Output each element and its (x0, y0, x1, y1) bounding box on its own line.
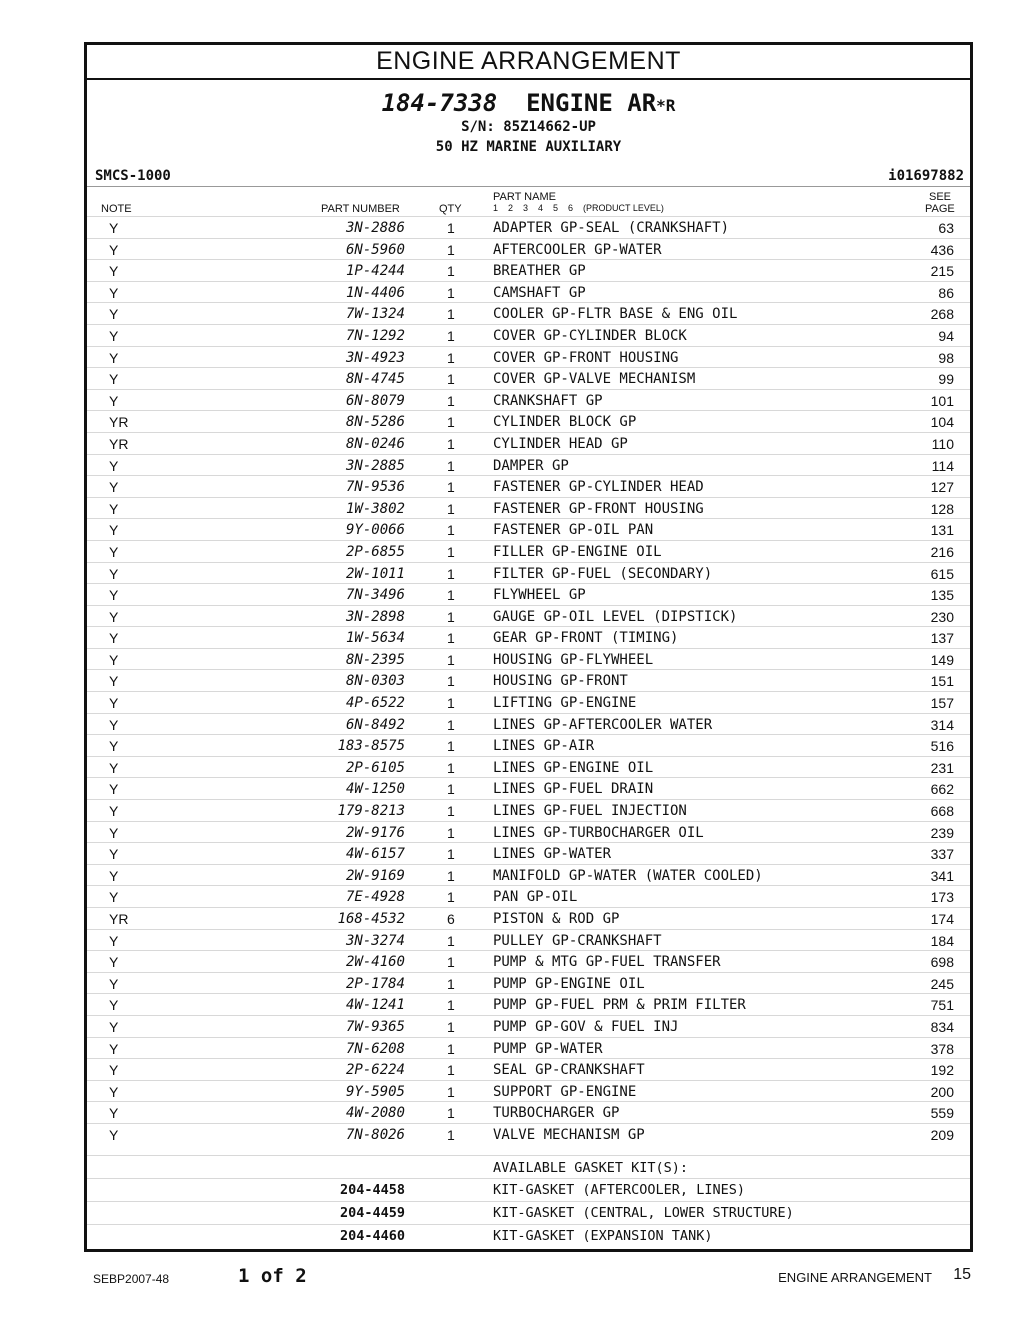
parts-page-frame (84, 42, 973, 1252)
part-number-cell: 8N-5286 (345, 414, 405, 431)
table-row (87, 993, 970, 1015)
see-page-cell: 751 (930, 997, 954, 1014)
table-row (87, 842, 970, 864)
see-page-cell: 231 (930, 759, 954, 776)
note-cell: Y (109, 1018, 119, 1035)
part-name-cell: FILLER GP-ENGINE OIL (493, 543, 662, 560)
page-title: ENGINE ARRANGEMENT (87, 45, 970, 80)
see-page-cell: 516 (930, 738, 954, 755)
note-cell: Y (109, 500, 119, 517)
part-name-cell: LINES GP-AFTERCOOLER WATER (493, 716, 713, 733)
kit-name: KIT-GASKET (CENTRAL, LOWER STRUCTURE) (493, 1205, 794, 1221)
part-name-cell: TURBOCHARGER GP (493, 1105, 620, 1122)
footer-page-number: 15 (953, 1266, 971, 1283)
part-name-cell: AFTERCOOLER GP-WATER (493, 241, 662, 258)
note-cell: Y (109, 651, 119, 668)
part-number-cell: 8N-2395 (345, 651, 405, 668)
note-cell: Y (109, 738, 119, 755)
part-name-cell: FLYWHEEL GP (493, 587, 586, 604)
note-cell: Y (109, 846, 119, 863)
group-title (87, 89, 970, 117)
qty-cell: 1 (447, 1018, 455, 1035)
see-page-cell: 104 (930, 414, 954, 431)
qty-cell: 1 (447, 349, 455, 366)
note-cell: Y (109, 587, 119, 604)
note-cell: Y (109, 306, 119, 323)
qty-cell: 1 (447, 759, 455, 776)
part-name-cell: BREATHER GP (493, 263, 586, 280)
qty-cell: 1 (447, 651, 455, 668)
footer-section: ENGINE ARRANGEMENT (778, 1270, 932, 1285)
kit-part-number: 204-4460 (339, 1228, 405, 1244)
table-row (87, 518, 970, 540)
part-name-cell: FASTENER GP-FRONT HOUSING (493, 500, 704, 517)
table-row (87, 713, 970, 735)
table-row (87, 734, 970, 756)
part-name-cell: PUMP & MTG GP-FUEL TRANSFER (493, 954, 721, 971)
part-name-cell: CAMSHAFT GP (493, 284, 586, 301)
see-page-cell: 662 (930, 781, 954, 798)
see-page-cell: 135 (930, 587, 954, 604)
table-row (87, 540, 970, 562)
part-number-cell: 8N-4745 (345, 371, 405, 388)
table-row (87, 583, 970, 605)
part-name-cell: PUMP GP-ENGINE OIL (493, 975, 645, 992)
part-name-cell: CRANKSHAFT GP (493, 392, 603, 409)
note-cell: Y (109, 759, 119, 776)
part-number-cell: 4W-1241 (345, 997, 405, 1014)
qty-cell: 6 (447, 911, 455, 927)
note-cell: Y (109, 392, 119, 409)
part-name-cell: LINES GP-AIR (493, 738, 595, 755)
note-cell: YR (109, 911, 129, 927)
table-row (87, 777, 970, 799)
see-page-cell: 128 (930, 500, 954, 517)
qty-cell: 1 (447, 220, 455, 236)
note-cell: Y (109, 889, 119, 906)
see-page-cell: 834 (930, 1018, 954, 1035)
part-name-cell: GEAR GP-FRONT (TIMING) (493, 630, 679, 647)
part-number-cell: 2P-1784 (345, 975, 405, 992)
col-note: NOTE (101, 203, 132, 215)
qty-cell: 1 (447, 327, 455, 344)
qty-cell: 1 (447, 608, 455, 625)
qty-cell: 1 (447, 565, 455, 582)
part-number-cell: 2P-6224 (345, 1062, 405, 1079)
qty-cell: 1 (447, 975, 455, 992)
table-row (87, 648, 970, 670)
note-cell: Y (109, 673, 119, 690)
gasket-kit-list (87, 1178, 970, 1247)
qty-cell: 1 (447, 867, 455, 884)
part-number-cell: 179-8213 (337, 803, 405, 820)
see-page-cell: 149 (930, 651, 954, 668)
table-row (87, 605, 970, 627)
see-page-cell: 131 (930, 522, 954, 539)
smcs-code: SMCS-1000 (95, 168, 171, 184)
qty-cell: 1 (447, 587, 455, 604)
part-number-cell: 9Y-0066 (345, 522, 405, 539)
table-row (87, 1101, 970, 1123)
table-row (87, 346, 970, 368)
table-row (87, 259, 970, 281)
note-cell: YR (109, 435, 129, 452)
see-page-cell: 341 (930, 867, 954, 884)
note-cell: Y (109, 695, 119, 712)
part-name-cell: MANIFOLD GP-WATER (WATER COOLED) (493, 867, 763, 884)
part-name-cell: FASTENER GP-OIL PAN (493, 522, 654, 539)
see-page-cell: 200 (930, 1083, 954, 1100)
footer-page-of: 1 of 2 (238, 1265, 307, 1287)
see-page-cell: 215 (930, 263, 954, 280)
qty-cell: 1 (447, 1083, 455, 1100)
note-cell: Y (109, 1105, 119, 1122)
table-row (87, 324, 970, 346)
part-number-cell: 1P-4244 (345, 263, 405, 280)
table-row (87, 691, 970, 713)
table-row (87, 929, 970, 951)
see-page-cell: 94 (938, 327, 954, 344)
qty-cell: 1 (447, 932, 455, 949)
note-cell: Y (109, 608, 119, 625)
note-cell: Y (109, 630, 119, 647)
part-number-cell: 168-4532 (337, 911, 405, 927)
part-name-cell: CYLINDER HEAD GP (493, 435, 628, 452)
illustration-id: i01697882 (888, 168, 964, 184)
part-name-cell: PISTON & ROD GP (493, 911, 620, 927)
table-row (87, 475, 970, 497)
qty-cell: 1 (447, 695, 455, 712)
qty-cell: 1 (447, 414, 455, 431)
part-name-cell: ADAPTER GP-SEAL (CRANKSHAFT) (493, 220, 730, 236)
qty-cell: 1 (447, 392, 455, 409)
see-page-cell: 98 (938, 349, 954, 366)
see-page-cell: 137 (930, 630, 954, 647)
part-name-cell: PUMP GP-GOV & FUEL INJ (493, 1018, 679, 1035)
see-page-cell: 668 (930, 803, 954, 820)
part-number-cell: 3N-2898 (345, 608, 405, 625)
note-cell: Y (109, 284, 119, 301)
table-row (87, 669, 970, 691)
note-cell: Y (109, 824, 119, 841)
part-number-cell: 7W-9365 (345, 1018, 405, 1035)
part-name-cell: VALVE MECHANISM GP (493, 1126, 645, 1143)
note-cell: Y (109, 371, 119, 388)
part-number-cell: 6N-8079 (345, 392, 405, 409)
note-cell: Y (109, 457, 119, 474)
parts-table (87, 216, 970, 1145)
see-page-cell: 230 (930, 608, 954, 625)
see-page-cell: 110 (931, 435, 954, 452)
part-name-cell: LINES GP-FUEL DRAIN (493, 781, 654, 798)
part-name-cell: CYLINDER BLOCK GP (493, 414, 637, 431)
part-name-cell: SUPPORT GP-ENGINE (493, 1083, 637, 1100)
qty-cell: 1 (447, 457, 455, 474)
note-cell: Y (109, 241, 119, 258)
col-page: PAGE (925, 203, 955, 215)
see-page-cell: 615 (930, 565, 954, 582)
part-number-cell: 4W-6157 (345, 846, 405, 863)
see-page-cell: 114 (931, 457, 954, 474)
part-number-cell: 7E-4928 (345, 889, 405, 906)
part-name-cell: LINES GP-WATER (493, 846, 612, 863)
gasket-kit-heading-row (87, 1155, 970, 1178)
see-page-cell: 63 (938, 220, 954, 236)
note-cell: Y (109, 263, 119, 280)
qty-cell: 1 (447, 500, 455, 517)
part-number-cell: 3N-3274 (345, 932, 405, 949)
table-row (87, 238, 970, 260)
see-page-cell: 99 (938, 371, 954, 388)
part-number-cell: 7N-3496 (345, 587, 405, 604)
col-see: SEE (929, 191, 952, 203)
part-name-cell: LINES GP-TURBOCHARGER OIL (493, 824, 704, 841)
table-row (87, 410, 970, 432)
part-number-cell: 1W-3802 (345, 500, 405, 517)
qty-cell: 1 (447, 1040, 455, 1057)
part-number-cell: 7N-1292 (345, 327, 405, 344)
col-part-name: PART NAME (493, 191, 556, 203)
note-cell: Y (109, 781, 119, 798)
note-cell: Y (109, 349, 119, 366)
note-cell: Y (109, 522, 119, 539)
qty-cell: 1 (447, 479, 455, 496)
part-name-cell: LINES GP-FUEL INJECTION (493, 803, 687, 820)
gasket-kit-heading: AVAILABLE GASKET KIT(S): (493, 1160, 689, 1176)
part-number-cell: 2W-9176 (345, 824, 405, 841)
table-row (87, 216, 970, 238)
part-name-cell: COVER GP-CYLINDER BLOCK (493, 327, 687, 344)
note-cell: Y (109, 220, 119, 236)
note-cell: Y (109, 479, 119, 496)
qty-cell: 1 (447, 543, 455, 560)
table-row (87, 432, 970, 454)
note-cell: Y (109, 1040, 119, 1057)
see-page-cell: 239 (930, 824, 954, 841)
table-row (87, 756, 970, 778)
part-name-cell: PUMP GP-FUEL PRM & PRIM FILTER (493, 997, 746, 1014)
gasket-kits (87, 1155, 970, 1247)
see-page-cell: 337 (930, 846, 954, 863)
table-row (87, 454, 970, 476)
group-name: ENGINE AR (526, 89, 657, 117)
table-row (87, 389, 970, 411)
qty-cell: 1 (447, 997, 455, 1014)
see-page-cell: 184 (930, 932, 954, 949)
part-number-cell: 1N-4406 (345, 284, 405, 301)
see-page-cell: 209 (930, 1126, 954, 1143)
qty-cell: 1 (447, 716, 455, 733)
footer-doc-id: SEBP2007-48 (93, 1272, 170, 1286)
see-page-cell: 174 (930, 911, 954, 927)
part-number-cell: 6N-5960 (345, 241, 405, 258)
kit-part-number: 204-4459 (339, 1205, 405, 1221)
part-name-cell: LINES GP-ENGINE OIL (493, 759, 654, 776)
table-row (87, 950, 970, 972)
gasket-kit-row (87, 1178, 970, 1201)
table-row (87, 799, 970, 821)
qty-cell: 1 (447, 435, 455, 452)
table-row (87, 1080, 970, 1102)
qty-cell: 1 (447, 522, 455, 539)
header-divider (87, 186, 970, 187)
qty-cell: 1 (447, 1062, 455, 1079)
qty-cell: 1 (447, 738, 455, 755)
part-name-cell: FASTENER GP-CYLINDER HEAD (493, 479, 704, 496)
part-number-cell: 3N-2885 (345, 457, 405, 474)
part-number-cell: 2W-9169 (345, 867, 405, 884)
table-row (87, 885, 970, 907)
table-row (87, 821, 970, 843)
qty-cell: 1 (447, 263, 455, 280)
qty-cell: 1 (447, 954, 455, 971)
kit-name: KIT-GASKET (EXPANSION TANK) (493, 1228, 713, 1244)
part-name-cell: COVER GP-VALVE MECHANISM (493, 371, 696, 388)
part-number-cell: 1W-5634 (345, 630, 405, 647)
col-product-level: 1 2 3 4 5 6 (PRODUCT LEVEL) (493, 203, 664, 213)
see-page-cell: 173 (930, 889, 954, 906)
table-row (87, 302, 970, 324)
see-page-cell: 436 (930, 241, 954, 258)
part-name-cell: PUMP GP-WATER (493, 1040, 603, 1057)
part-number-cell: 7N-8026 (345, 1126, 405, 1143)
part-name-cell: COOLER GP-FLTR BASE & ENG OIL (493, 306, 738, 323)
part-number-cell: 9Y-5905 (345, 1083, 405, 1100)
kit-part-number: 204-4458 (339, 1182, 405, 1198)
gasket-kit-row (87, 1201, 970, 1224)
part-name-cell: COVER GP-FRONT HOUSING (493, 349, 679, 366)
qty-cell: 1 (447, 371, 455, 388)
qty-cell: 1 (447, 673, 455, 690)
table-row (87, 972, 970, 994)
part-number-cell: 3N-4923 (345, 349, 405, 366)
note-cell: Y (109, 1126, 119, 1143)
part-number-cell: 3N-2886 (345, 220, 405, 236)
part-name-cell: LIFTING GP-ENGINE (493, 695, 637, 712)
qty-cell: 1 (447, 803, 455, 820)
note-cell: Y (109, 932, 119, 949)
see-page-cell: 559 (930, 1105, 954, 1122)
part-name-cell: GAUGE GP-OIL LEVEL (DIPSTICK) (493, 608, 738, 625)
qty-cell: 1 (447, 1126, 455, 1143)
gasket-kit-row (87, 1224, 970, 1247)
part-number-cell: 8N-0303 (345, 673, 405, 690)
part-number-cell: 4W-2080 (345, 1105, 405, 1122)
part-number-cell: 7N-6208 (345, 1040, 405, 1057)
part-name-cell: HOUSING GP-FRONT (493, 673, 628, 690)
part-number-cell: 7W-1324 (345, 306, 405, 323)
table-row (87, 1037, 970, 1059)
qty-cell: 1 (447, 241, 455, 258)
group-suffix: *R (656, 96, 676, 115)
see-page-cell: 245 (930, 975, 954, 992)
see-page-cell: 151 (930, 673, 954, 690)
see-page-cell: 86 (938, 284, 954, 301)
see-page-cell: 127 (930, 479, 954, 496)
col-qty: QTY (439, 203, 462, 215)
note-cell: Y (109, 543, 119, 560)
part-number-cell: 4P-6522 (345, 695, 405, 712)
qty-cell: 1 (447, 824, 455, 841)
note-cell: Y (109, 327, 119, 344)
see-page-cell: 378 (930, 1040, 954, 1057)
part-number-cell: 2W-4160 (345, 954, 405, 971)
part-name-cell: DAMPER GP (493, 457, 569, 474)
group-number: 184-7338 (381, 89, 498, 117)
part-name-cell: PAN GP-OIL (493, 889, 578, 906)
qty-cell: 1 (447, 284, 455, 301)
part-number-cell: 4W-1250 (345, 781, 405, 798)
part-name-cell: HOUSING GP-FLYWHEEL (493, 651, 654, 668)
serial-number: S/N: 85Z14662-UP (461, 119, 596, 135)
qty-cell: 1 (447, 306, 455, 323)
table-row (87, 864, 970, 886)
note-cell: Y (109, 803, 119, 820)
see-page-cell: 698 (930, 954, 954, 971)
application: 50 HZ MARINE AUXILIARY (435, 139, 622, 155)
part-number-cell: 7N-9536 (345, 479, 405, 496)
kit-name: KIT-GASKET (AFTERCOOLER, LINES) (493, 1182, 745, 1198)
see-page-cell: 216 (930, 543, 954, 560)
part-number-cell: 2P-6105 (345, 759, 405, 776)
qty-cell: 1 (447, 1105, 455, 1122)
note-cell: YR (109, 414, 129, 431)
table-row (87, 1015, 970, 1037)
table-row (87, 626, 970, 648)
table-row (87, 562, 970, 584)
note-cell: Y (109, 997, 119, 1014)
note-cell: Y (109, 716, 119, 733)
note-cell: Y (109, 975, 119, 992)
note-cell: Y (109, 1083, 119, 1100)
table-row (87, 907, 970, 929)
see-page-cell: 101 (930, 392, 954, 409)
see-page-cell: 268 (930, 306, 954, 323)
table-row (87, 497, 970, 519)
table-row (87, 1123, 970, 1145)
table-row (87, 281, 970, 303)
table-row (87, 1058, 970, 1080)
see-page-cell: 314 (930, 716, 954, 733)
note-cell: Y (109, 1062, 119, 1079)
note-cell: Y (109, 867, 119, 884)
part-name-cell: SEAL GP-CRANKSHAFT (493, 1062, 645, 1079)
col-part-number: PART NUMBER (321, 203, 400, 215)
note-cell: Y (109, 565, 119, 582)
part-number-cell: 6N-8492 (345, 716, 405, 733)
part-number-cell: 2P-6855 (345, 543, 405, 560)
qty-cell: 1 (447, 846, 455, 863)
part-name-cell: FILTER GP-FUEL (SECONDARY) (493, 565, 713, 582)
see-page-cell: 192 (930, 1062, 954, 1079)
note-cell: Y (109, 954, 119, 971)
part-number-cell: 8N-0246 (345, 435, 405, 452)
qty-cell: 1 (447, 630, 455, 647)
qty-cell: 1 (447, 889, 455, 906)
part-name-cell: PULLEY GP-CRANKSHAFT (493, 932, 662, 949)
qty-cell: 1 (447, 781, 455, 798)
see-page-cell: 157 (930, 695, 954, 712)
part-number-cell: 2W-1011 (345, 565, 405, 582)
table-row (87, 367, 970, 389)
part-number-cell: 183-8575 (337, 738, 405, 755)
